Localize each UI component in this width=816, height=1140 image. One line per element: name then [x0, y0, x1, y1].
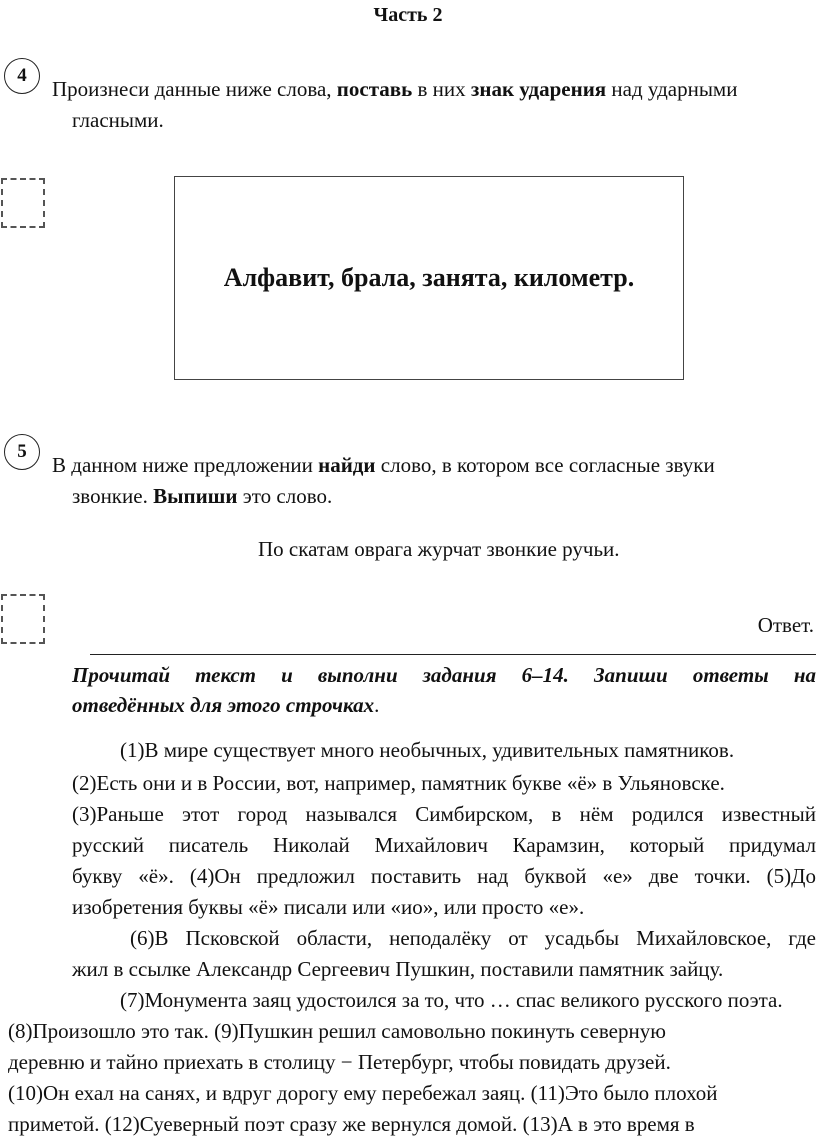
- task5-text-c: звонкие.: [72, 484, 154, 508]
- task5-answer-box[interactable]: [1, 594, 45, 644]
- text-line: (10)Он ехал на санях, и вдруг дорогу ему перебежал заяц. (11)Это было плохой: [8, 1081, 718, 1105]
- task5-number-badge: [4, 434, 40, 470]
- reading-task-line2-text: отведённых для этого строчках: [72, 693, 375, 717]
- text-line: изобретения буквы «ё» писали или «ио», или просто «е».: [72, 895, 585, 919]
- reading-task-line1: Прочитай текст и выполни задания 6–14. Запиши ответы на: [72, 663, 816, 687]
- task5-instruction-line2: [72, 481, 332, 512]
- task5-bold-b: Выпиши: [153, 484, 238, 508]
- text-line: деревню и тайно приехать в столицу − Петербург, чтобы повидать друзей.: [8, 1050, 671, 1074]
- task4-text-a: Произнеси данные ниже слова,: [52, 77, 337, 101]
- task4-words: Алфавит, брала, занята, километр.: [223, 263, 635, 292]
- task4-text-c: над ударными: [606, 77, 738, 101]
- task5-answer-label: Ответ.: [757, 613, 814, 637]
- text-line: русский писатель Николай Михайлович Карамзин, который придумал: [72, 833, 816, 857]
- text-line: (3)Раньше этот город назывался Симбирском, в нём родился известный: [72, 802, 816, 826]
- task4-words-box: [174, 176, 684, 380]
- task4-answer-box[interactable]: [1, 178, 45, 228]
- part-title: Часть 2: [373, 4, 443, 26]
- task4-bold-b: знак ударения: [470, 77, 607, 101]
- task5-sentence: По скатам оврага журчат звонкие ручьи.: [258, 537, 620, 561]
- text-line: (8)Произошло это так. (9)Пушкин решил самовольно покинуть северную: [8, 1019, 666, 1043]
- task5-instruction-line1: [52, 450, 715, 481]
- task5-answer-line[interactable]: [90, 654, 816, 655]
- text-line: (7)Монумента заяц удостоился за то, что … спас великого русского поэта.: [120, 988, 783, 1012]
- task5-number: 5: [17, 441, 27, 462]
- text-line: жил в ссылке Александр Сергеевич Пушкин, поставили памятник зайцу.: [72, 957, 724, 981]
- task4-number: 4: [17, 65, 27, 86]
- task4-bold-a: поставь: [336, 77, 413, 101]
- reading-task-line2: [72, 690, 816, 720]
- text-line: приметой. (12)Суеверный поэт сразу же вернулся домой. (13)А в это время в: [8, 1112, 695, 1136]
- reading-task-instruction: [72, 660, 816, 720]
- task4-number-badge: [4, 58, 40, 94]
- reading-task-line2-end: .: [374, 693, 380, 717]
- task5-text-a: В данном ниже предложении: [52, 453, 319, 477]
- task4-text-b: в них: [412, 77, 471, 101]
- task5-bold-a: найди: [318, 453, 376, 477]
- text-line: (1)В мире существует много необычных, удивительных памятников.: [120, 738, 735, 762]
- text-line: букву «ё». (4)Он предложил поставить над буквой «е» две точки. (5)До: [72, 864, 816, 888]
- task5-text-d: это слово.: [237, 484, 333, 508]
- text-line: (6)В Псковской области, неподалёку от усадьбы Михайловское, где: [130, 926, 816, 950]
- task4-instruction-line1: [52, 74, 737, 105]
- task5-text-b: слово, в котором все согласные звуки: [375, 453, 715, 477]
- text-line: (2)Есть они и в России, вот, например, памятник букве «ё» в Ульяновске.: [72, 771, 725, 795]
- task4-instruction-line2: гласными.: [72, 108, 164, 132]
